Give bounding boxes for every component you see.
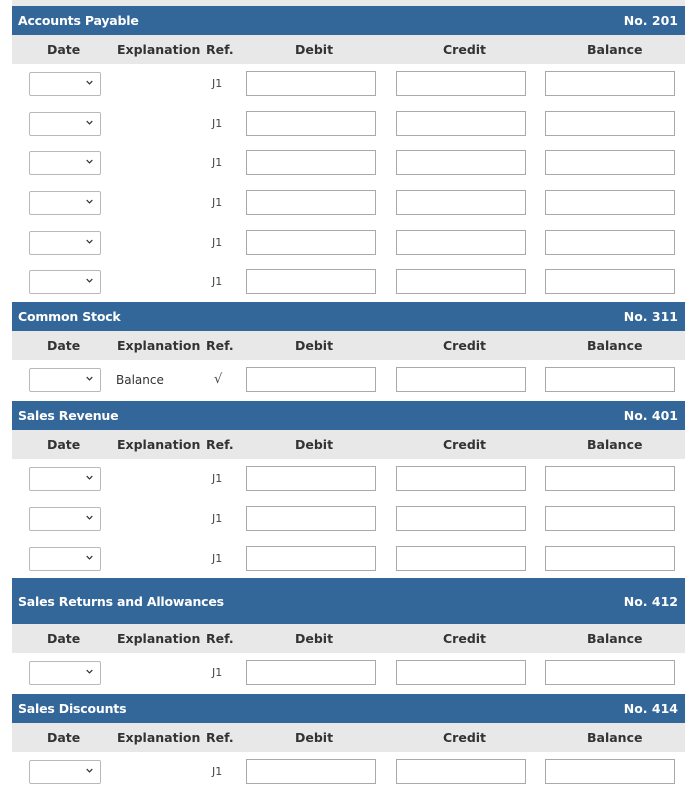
- account-number: No. 412: [623, 593, 678, 609]
- column-header-ref: Ref.: [206, 730, 234, 746]
- column-header-row: [12, 430, 685, 459]
- ledger-entry-row: [12, 183, 685, 223]
- ledger-entry-row: [12, 223, 685, 263]
- ledger-account: [12, 401, 685, 578]
- entry-rows: [12, 653, 685, 694]
- date-select[interactable]: [29, 112, 101, 136]
- date-select[interactable]: [29, 368, 101, 392]
- debit-input[interactable]: [246, 759, 376, 784]
- column-header-explanation: Explanation: [117, 42, 201, 57]
- entry-rows: [12, 752, 685, 793]
- column-header-row: [12, 723, 685, 752]
- balance-input[interactable]: [545, 367, 675, 392]
- chevron-down-icon: [86, 375, 93, 382]
- ref-text: J1: [212, 235, 223, 249]
- credit-input[interactable]: [396, 269, 526, 294]
- column-header-credit: Credit: [443, 338, 487, 354]
- ledger-account: [12, 694, 685, 793]
- column-header-debit: Debit: [295, 338, 334, 354]
- balance-input[interactable]: [545, 759, 675, 784]
- account-title: Common Stock: [18, 309, 121, 325]
- balance-input[interactable]: [545, 150, 675, 175]
- account-header: [12, 694, 685, 723]
- ledger-entry-row: [12, 752, 685, 793]
- debit-input[interactable]: [246, 111, 376, 136]
- column-header-balance: Balance: [587, 730, 643, 746]
- balance-input[interactable]: [545, 111, 675, 136]
- ledger-entry-row: [12, 360, 685, 401]
- chevron-down-icon: [86, 158, 93, 165]
- chevron-down-icon: [86, 554, 93, 561]
- debit-input[interactable]: [246, 150, 376, 175]
- column-header-balance: Balance: [587, 437, 643, 453]
- account-number: No. 414: [623, 701, 678, 717]
- credit-input[interactable]: [396, 190, 526, 215]
- credit-input[interactable]: [396, 759, 526, 784]
- column-header-balance: Balance: [587, 42, 643, 57]
- date-select[interactable]: [29, 151, 101, 175]
- column-header-credit: Credit: [443, 437, 487, 453]
- credit-input[interactable]: [396, 367, 526, 392]
- chevron-down-icon: [86, 514, 93, 521]
- credit-input[interactable]: [396, 660, 526, 685]
- ledger-entry-row: [12, 104, 685, 144]
- general-ledger: [12, 6, 685, 793]
- ref-text: J1: [212, 551, 223, 565]
- column-header-date: Date: [47, 437, 81, 453]
- entry-rows: [12, 360, 685, 401]
- column-header-explanation: Explanation: [117, 437, 201, 453]
- column-header-balance: Balance: [587, 338, 643, 354]
- balance-input[interactable]: [545, 230, 675, 255]
- column-header-explanation: Explanation: [117, 730, 201, 746]
- explanation-text: Balance: [116, 373, 164, 388]
- column-header-ref: Ref.: [206, 437, 234, 453]
- credit-input[interactable]: [396, 111, 526, 136]
- date-select[interactable]: [29, 231, 101, 255]
- chevron-down-icon: [86, 119, 93, 126]
- date-select[interactable]: [29, 507, 101, 531]
- balance-input[interactable]: [545, 546, 675, 571]
- ref-text: √: [214, 372, 223, 388]
- date-select[interactable]: [29, 72, 101, 96]
- ledger-entry-row: [12, 459, 685, 499]
- ref-text: J1: [212, 116, 223, 130]
- date-select[interactable]: [29, 547, 101, 571]
- column-header-row: [12, 331, 685, 360]
- ref-text: J1: [212, 511, 223, 525]
- column-header-debit: Debit: [295, 631, 334, 647]
- account-title: Sales Revenue: [18, 408, 119, 424]
- column-header-ref: Ref.: [206, 338, 234, 354]
- column-header-ref: Ref.: [206, 631, 234, 647]
- date-select[interactable]: [29, 270, 101, 294]
- debit-input[interactable]: [246, 230, 376, 255]
- credit-input[interactable]: [396, 466, 526, 491]
- debit-input[interactable]: [246, 367, 376, 392]
- column-header-credit: Credit: [443, 42, 487, 57]
- ledger-account: [12, 6, 685, 302]
- entry-rows: [12, 64, 685, 302]
- column-header-date: Date: [47, 730, 81, 746]
- account-number: No. 201: [623, 13, 678, 28]
- balance-input[interactable]: [545, 506, 675, 531]
- chevron-down-icon: [86, 474, 93, 481]
- credit-input[interactable]: [396, 506, 526, 531]
- column-header-credit: Credit: [443, 631, 487, 647]
- credit-input[interactable]: [396, 546, 526, 571]
- column-header-explanation: Explanation: [117, 338, 201, 354]
- account-title: Sales Discounts: [18, 701, 127, 717]
- account-header: [12, 401, 685, 430]
- credit-input[interactable]: [396, 71, 526, 96]
- ref-text: J1: [212, 196, 223, 210]
- ref-text: J1: [212, 156, 223, 170]
- column-header-debit: Debit: [295, 730, 334, 746]
- chevron-down-icon: [86, 238, 93, 245]
- ref-text: J1: [212, 765, 223, 779]
- ref-text: J1: [212, 472, 223, 486]
- ledger-entry-row: [12, 653, 685, 694]
- debit-input[interactable]: [246, 506, 376, 531]
- debit-input[interactable]: [246, 71, 376, 96]
- date-select[interactable]: [29, 191, 101, 215]
- column-header-row: [12, 35, 685, 64]
- balance-input[interactable]: [545, 660, 675, 685]
- date-select[interactable]: [29, 760, 101, 784]
- ledger-entry-row: [12, 143, 685, 183]
- account-title: Accounts Payable: [18, 13, 139, 28]
- debit-input[interactable]: [246, 190, 376, 215]
- date-select[interactable]: [29, 467, 101, 491]
- account-title: Sales Returns and Allowances: [18, 593, 224, 609]
- chevron-down-icon: [86, 767, 93, 774]
- balance-input[interactable]: [545, 269, 675, 294]
- ledger-entry-row: [12, 262, 685, 302]
- ledger-entry-row: [12, 499, 685, 539]
- balance-input[interactable]: [545, 466, 675, 491]
- balance-input[interactable]: [545, 190, 675, 215]
- account-number: No. 401: [623, 408, 678, 424]
- column-header-row: [12, 624, 685, 653]
- account-header: [12, 302, 685, 331]
- column-header-date: Date: [47, 631, 81, 647]
- column-header-debit: Debit: [295, 437, 334, 453]
- column-header-credit: Credit: [443, 730, 487, 746]
- account-header: [12, 578, 685, 624]
- credit-input[interactable]: [396, 230, 526, 255]
- ref-text: J1: [212, 77, 223, 90]
- debit-input[interactable]: [246, 660, 376, 685]
- chevron-down-icon: [86, 198, 93, 205]
- column-header-date: Date: [47, 338, 81, 354]
- account-header: [12, 6, 685, 35]
- ledger-entry-row: [12, 539, 685, 579]
- column-header-balance: Balance: [587, 631, 643, 647]
- ledger-entry-row: [12, 64, 685, 104]
- column-header-ref: Ref.: [206, 42, 234, 57]
- chevron-down-icon: [86, 79, 93, 86]
- debit-input[interactable]: [246, 466, 376, 491]
- column-header-debit: Debit: [295, 42, 334, 57]
- chevron-down-icon: [86, 277, 93, 284]
- date-select[interactable]: [29, 661, 101, 685]
- account-number: No. 311: [623, 309, 678, 325]
- credit-input[interactable]: [396, 150, 526, 175]
- debit-input[interactable]: [246, 269, 376, 294]
- chevron-down-icon: [86, 668, 93, 675]
- ref-text: J1: [212, 666, 223, 680]
- ledger-account: [12, 578, 685, 694]
- ledger-account: [12, 302, 685, 401]
- balance-input[interactable]: [545, 71, 675, 96]
- column-header-date: Date: [47, 42, 81, 57]
- column-header-explanation: Explanation: [117, 631, 201, 647]
- debit-input[interactable]: [246, 546, 376, 571]
- ref-text: J1: [212, 275, 223, 289]
- entry-rows: [12, 459, 685, 578]
